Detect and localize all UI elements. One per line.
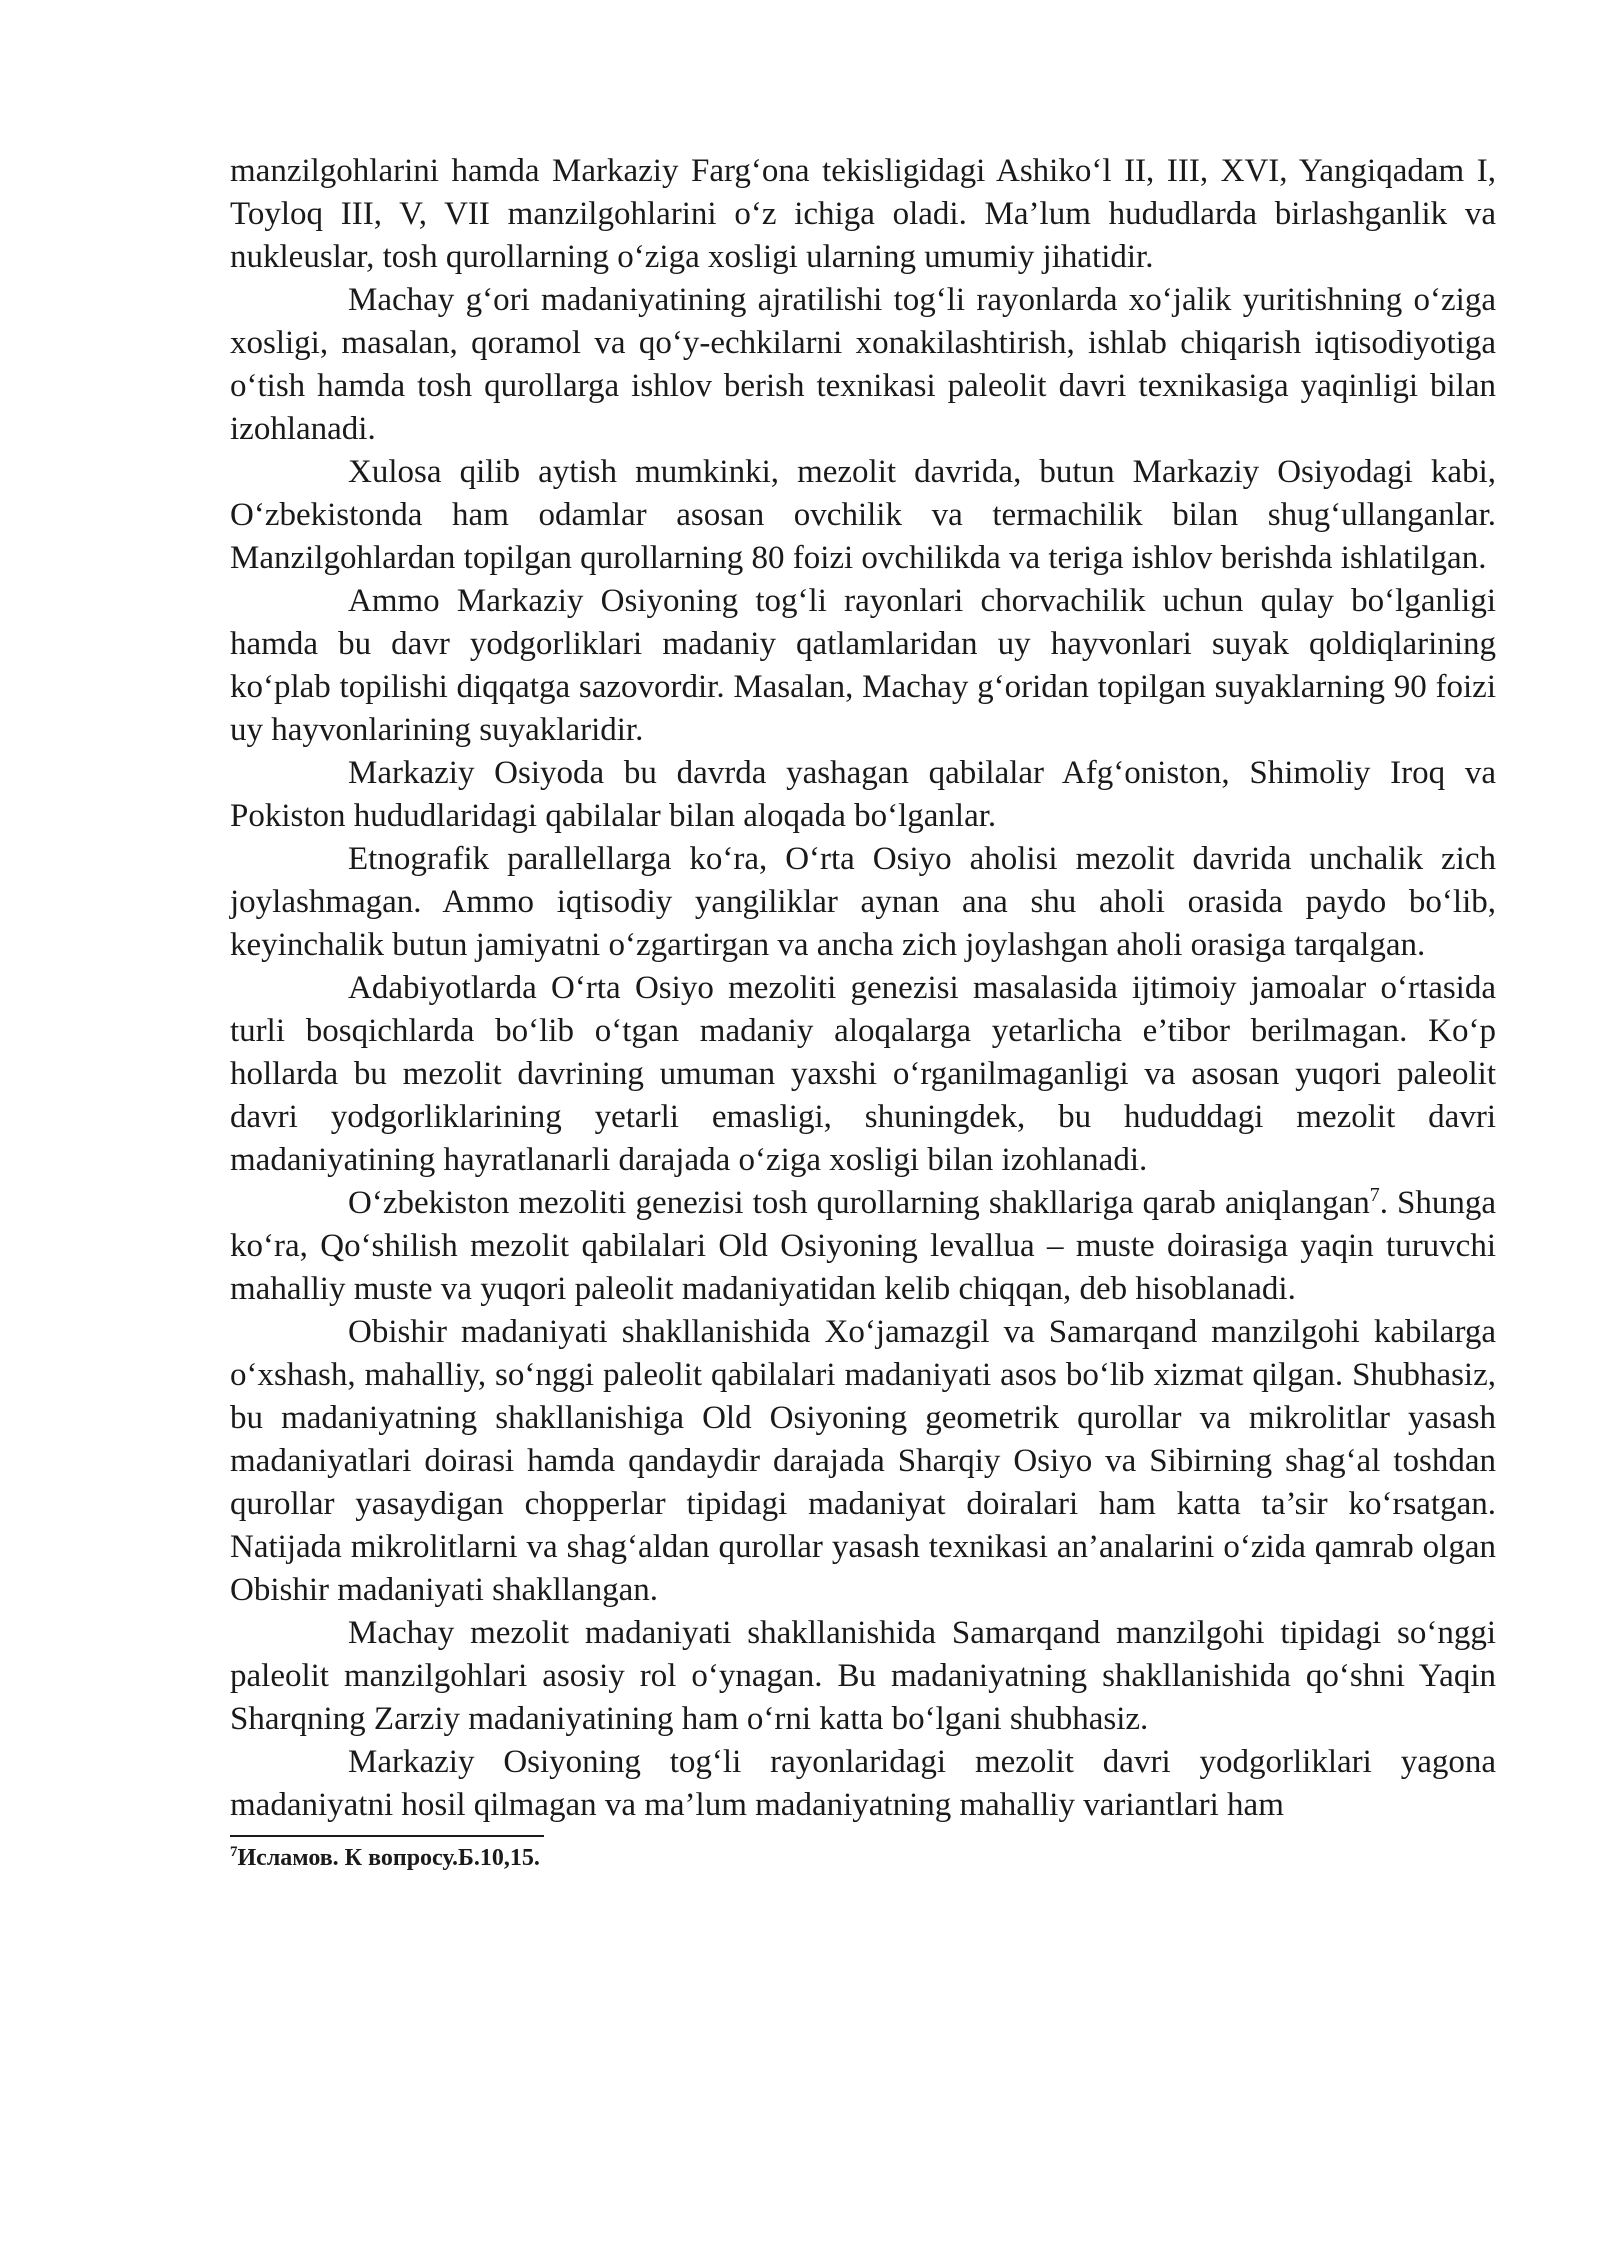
paragraph-8-text-before: O‘zbekiston mezoliti genezisi tosh qurollarning shakllariga qarab aniqlangan <box>348 1185 1370 1221</box>
footnote-separator <box>230 1835 544 1837</box>
paragraph-5: Markaziy Osiyoda bu davrda yashagan qabilalar Afg‘oniston, Shimoliy Iroq va Pokiston hududlaridagi qabilalar bilan aloqada bo‘lganlar. <box>230 755 1496 834</box>
paragraph-8 <box>230 1182 1496 1311</box>
paragraph-10: Machay mezolit madaniyati shakllanishida Samarqand manzilgohi tipidagi so‘nggi paleolit manzilgohlari asosiy rol o‘ynagan. Bu madaniyatning shakllanishida qo‘shni Yaqin Sharqning Zarziy madaniyatining ham o‘rni katta bo‘lgani shubhasiz. <box>230 1615 1496 1737</box>
paragraph-1: manzilgohlarini hamda Markaziy Farg‘ona tekisligidagi Ashiko‘l II, III, XVI, Yangiqadam I, Toyloq III, V, VII manzilgohlarini o‘z ichiga oladi. Ma’lum hududlarda birlashganlik va nukleuslar, tosh qurollarning o‘ziga xosligi ularning umumiy jihatidir. <box>230 153 1496 275</box>
paragraph-8-text-after: . Shunga ko‘ra, Qo‘shilish mezolit qabilalari Old Osiyoning levallua – muste doirasiga yaqin turuvchi mahalliy muste va yuqori paleolit madaniyatidan kelib chiqqan, deb hisoblanadi. <box>230 1185 1497 1307</box>
paragraph-3: Xulosa qilib aytish mumkinki, mezolit davrida, butun Markaziy Osiyodagi kabi, O‘zbekistonda ham odamlar asosan ovchilik va termachilik bilan shug‘ullanganlar. Manzilgohlardan topilgan qurollarning 80 foizi ovchilikda va teriga ishlov berishda ishlatilgan. <box>230 454 1496 576</box>
document-page <box>230 150 1496 1873</box>
footnote-text: Исламов. К вопросу.Б.10,15. <box>237 1845 540 1871</box>
paragraph-9: Obishir madaniyati shakllanishida Xo‘jamazgil va Samarqand manzilgohi kabilarga o‘xshash, mahalliy, so‘nggi paleolit qabilalari madaniyati asos bo‘lib xizmat qilgan. Shubhasiz, bu madaniyatning shakllanishiga Old Osiyoning geometrik qurollar va mikrolitlar yasash madaniyatlari doirasi hamda qandaydir darajada Sharqiy Osiyo va Sibirning shag‘al toshdan qurollar yasaydigan chopperlar tipidagi madaniyat doiralari ham katta ta’sir ko‘rsatgan. Natijada mikrolitlarni va shag‘aldan qurollar yasash texnikasi an’analarini o‘zida qamrab olgan Obishir madaniyati shakllangan. <box>230 1314 1496 1608</box>
footnote-number: 7 <box>230 1844 238 1860</box>
paragraph-11: Markaziy Osiyoning tog‘li rayonlaridagi mezolit davri yodgorliklari yagona madaniyatni hosil qilmagan va ma’lum madaniyatning mahalliy variantlari ham <box>230 1744 1496 1823</box>
paragraph-6: Etnografik parallellarga ko‘ra, O‘rta Osiyo aholisi mezolit davrida unchalik zich joylashmagan. Ammo iqtisodiy yangiliklar aynan ana shu aholi orasida paydo bo‘lib, keyinchalik butun jamiyatni o‘zgartirgan va ancha zich joylashgan aholi orasiga tarqalgan. <box>230 841 1496 963</box>
paragraph-2: Machay g‘ori madaniyatining ajratilishi tog‘li rayonlarda xo‘jalik yuritishning o‘ziga xosligi, masalan, qoramol va qo‘y-echkilarni xonakilashtirish, ishlab chiqarish iqtisodiyotiga o‘tish hamda tosh qurollarga ishlov berish texnikasi paleolit davri texnikasiga yaqinligi bilan izohlanadi. <box>230 282 1496 447</box>
paragraph-4: Ammo Markaziy Osiyoning tog‘li rayonlari chorvachilik uchun qulay bo‘lganligi hamda bu davr yodgorliklari madaniy qatlamlaridan uy hayvonlari suyak qoldiqlarining ko‘plab topilishi diqqatga sazovordir. Masalan, Machay g‘oridan topilgan suyaklarning 90 foizi uy hayvonlarining suyaklaridir. <box>230 583 1496 748</box>
footnote-reference[interactable]: 7 <box>1369 1184 1380 1206</box>
paragraph-7: Adabiyotlarda O‘rta Osiyo mezoliti genezisi masalasida ijtimoiy jamoalar o‘rtasida turli bosqichlarda bo‘lib o‘tgan madaniy aloqalarga yetarlicha e’tibor berilmagan. Ko‘p hollarda bu mezolit davrining umuman yaxshi o‘rganilmaganligi va asosan yuqori paleolit davri yodgorliklarining yetarli emasligi, shuningdek, bu hududdagi mezolit davri madaniyatining hayratlanarli darajada o‘ziga xosligi bilan izohlanadi. <box>230 970 1496 1178</box>
footnote <box>230 1843 1496 1873</box>
